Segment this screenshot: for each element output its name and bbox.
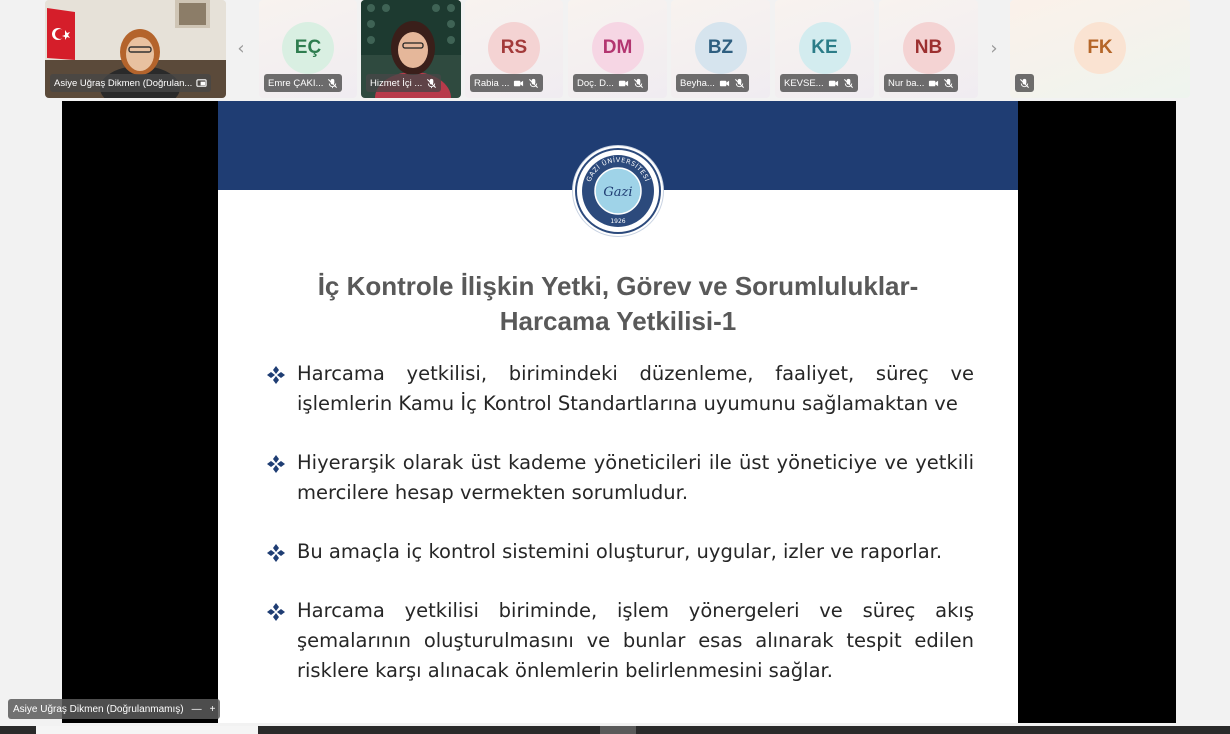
strip-prev-arrow[interactable]: ‹ — [237, 37, 245, 59]
bullet-text: Bu amaçla iç kontrol sistemini oluşturur, uygular, izler ve raporlar. — [297, 540, 943, 563]
participant-namebar — [573, 74, 648, 92]
strip-next-arrow[interactable]: › — [990, 37, 998, 59]
seal-text: GAZİ ÜNİVERSİTESİ — [584, 155, 652, 183]
diamond-bullet-icon — [266, 454, 286, 474]
bullet-text: Harcama yetkilisi, birimindeki düzenleme, faaliyet, süreç ve işlemlerin Kamu İç Kontrol Standartlarına uyumunu sağlamaktan ve — [297, 362, 974, 415]
slide-title-line1: İç Kontrole İlişkin Yetki, Görev ve Sorumluluklar- — [317, 271, 919, 301]
taskbar-segment — [600, 726, 636, 734]
mic-muted-icon — [633, 78, 644, 89]
participant-name: KEVSE... — [784, 77, 824, 89]
participant-tile-dm[interactable] — [568, 0, 667, 98]
participant-tile-ec[interactable] — [259, 0, 357, 98]
participant-name: Emre ÇAKI... — [268, 77, 324, 89]
zoom-in-button[interactable]: + — [209, 703, 216, 715]
avatar: DM — [592, 22, 644, 74]
bullet-text: Harcama yetkilisi biriminde, işlem yönergeleri ve süreç akış şemalarının oluşturulmasını ve bunlar esas alınarak tespit edilen risklere karşı alınacak önlemlerin belirlenmesini sağlar. — [297, 599, 974, 682]
screen-share-icon — [196, 78, 207, 89]
avatar: FK — [1074, 22, 1126, 74]
slide-title-line2: Harcama Yetkilisi-1 — [499, 306, 737, 336]
participant-namebar — [1015, 74, 1034, 92]
participant-namebar — [676, 74, 749, 92]
participant-namebar — [884, 74, 958, 92]
camera-off-icon — [928, 78, 939, 89]
seal-year: 1926 — [610, 218, 626, 225]
participant-namebar — [366, 74, 441, 92]
camera-off-icon — [618, 78, 629, 89]
participant-name: Nur ba... — [888, 77, 925, 89]
taskbar-segment — [36, 726, 258, 734]
participant-tile-rs[interactable] — [465, 0, 563, 98]
participant-strip — [0, 0, 1230, 100]
avatar: BZ — [695, 22, 747, 74]
avatar: NB — [903, 22, 955, 74]
participant-name: Beyha... — [680, 77, 715, 89]
participant-tile-ke[interactable] — [775, 0, 874, 98]
bullet-text: Hiyerarşik olarak üst kademe yöneticileri ile üst yöneticiye ve yetkili mercilere hesap vermekten sorumludur. — [297, 451, 974, 504]
participant-namebar — [264, 74, 342, 92]
bullet-item — [266, 448, 974, 508]
slide-bullets — [266, 359, 974, 715]
seal-script: Gazi — [603, 185, 633, 200]
shared-screen — [62, 101, 1176, 723]
camera-off-icon — [513, 78, 524, 89]
bottom-taskbar — [0, 726, 1230, 734]
mic-muted-icon — [1019, 78, 1030, 89]
university-seal — [573, 146, 663, 236]
participant-namebar — [470, 74, 543, 92]
mic-muted-icon — [943, 78, 954, 89]
mic-muted-icon — [426, 78, 437, 89]
presenter-namebar — [50, 74, 211, 92]
participant-tile-nb[interactable] — [879, 0, 978, 98]
bullet-item — [266, 537, 974, 567]
avatar: EÇ — [282, 22, 334, 74]
mic-muted-icon — [843, 78, 854, 89]
slide-title — [218, 269, 1018, 339]
university-seal-icon — [573, 146, 663, 236]
participant-tile-fk[interactable] — [1010, 0, 1190, 98]
diamond-bullet-icon — [266, 365, 286, 385]
participant-namebar — [780, 74, 858, 92]
mic-muted-icon — [528, 78, 539, 89]
participant-tile-bz[interactable] — [671, 0, 770, 98]
participant-tile-hizmet[interactable] — [361, 0, 461, 98]
avatar: KE — [799, 22, 851, 74]
camera-off-icon — [719, 78, 730, 89]
avatar: RS — [488, 22, 540, 74]
bullet-item — [266, 359, 974, 419]
diamond-bullet-icon — [266, 602, 286, 622]
mic-muted-icon — [734, 78, 745, 89]
participant-name: Rabia ... — [474, 77, 510, 89]
presentation-slide — [218, 101, 1018, 723]
mic-muted-icon — [327, 78, 338, 89]
participant-name: Hizmet İçi ... — [370, 77, 423, 89]
presenter-name: Asiye Uğraş Dikmen (Doğrulan... — [54, 77, 193, 89]
participant-name: Doç. D... — [577, 77, 614, 89]
presenter-video-tile[interactable] — [45, 0, 226, 98]
zoom-out-button[interactable]: — — [191, 703, 202, 715]
camera-off-icon — [828, 78, 839, 89]
sharing-presenter-name: Asiye Uğraş Dikmen (Doğrulanmamış) — [13, 703, 184, 715]
bullet-item — [266, 596, 974, 686]
diamond-bullet-icon — [266, 543, 286, 563]
sharing-presenter-label — [8, 699, 220, 719]
